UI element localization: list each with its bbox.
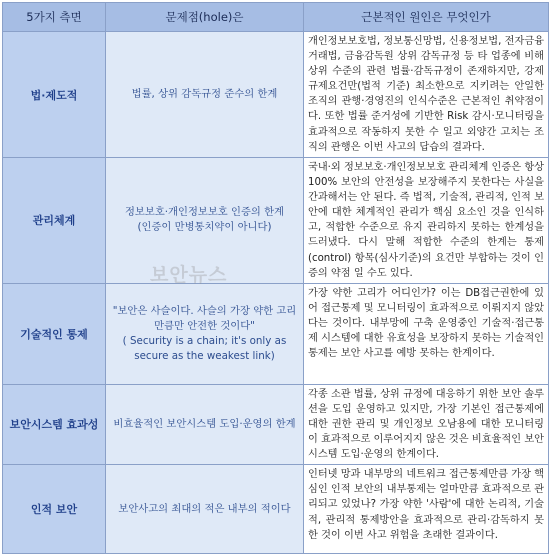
header-cause: 근본적인 원인은 무엇인가 [304,3,549,32]
problem-cell [106,158,304,284]
aspect-cell: 기술적인 통제 [3,283,106,384]
table-row [3,158,549,284]
problem-cell [106,283,304,384]
problem-text: 법률, 상위 감독규정 준수의 한계 [131,88,278,101]
aspect-cell: 인적 보안 [3,465,106,554]
aspect-cell: 보안시스템 효과성 [3,384,106,464]
cause-cell: 개인정보보호법, 정보통신망법, 신용정보법, 전자금융거래법, 금융감독원 상위 감독규정 등 타 업종에 비해 상위 수준의 관련 법률·감독규정이 존재하지만, 강제 규제요건만(법적 기준) 최소한으로 지키려는 안일한 조직의 관행·경영진의 인식수준은 근본적인 취약점이다. 또한 법률 준거성에 기반한 Risk 감시·모니터링을 효과적으로 작동하지 못한 수 일고 외양간 고치는 조직의 관행은 이번 사고의 답습의 결과다. [304,32,549,158]
table-row [3,32,549,158]
header-aspect: 5가지 측면 [3,3,106,32]
problem-text: 보안사고의 최대의 적은 내부의 적이다 [118,502,291,515]
aspect-cell: 관리체계 [3,158,106,284]
table-row [3,465,549,554]
cause-cell: 각종 소관 법률, 상위 규정에 대응하기 위한 보안 솔루션을 도입 운영하고 있지만, 가장 기본인 접근통제에 대한 권한 관리 및 개인정보 오남용에 대한 모니터링이 효과적으로 이루어지지 않은 것은 비효율적인 보안시스템 도입·운영의 한계이다. [304,384,549,464]
cause-cell: 가장 약한 고리가 어디인가? 이는 DB접근권한에 있어 접근통제 및 모니터링이 효과적으로 이뤄지지 않았다는 것이다. 내부망에 구축 운영중인 기술적·접근통제 시스템에 대한 유효성을 보장하지 못하는 기술적인 통제는 보안 사고를 예방 못하는 한계이다. [304,283,549,384]
problem-cell [106,32,304,158]
problem-text: 비효율적인 보안시스템 도입·운영의 한계 [113,418,296,431]
problem-text: 정보보호·개인정보보호 인증의 한계 [124,206,285,219]
problem-text: "보안은 사슬이다. 사슬의 가장 약한 고리만큼만 안전한 것이다" [112,304,297,332]
aspect-cell: 법·제도적 [3,32,106,158]
problem-cell [106,465,304,554]
table-row [3,384,549,464]
header-row [3,3,549,32]
problem-cell [106,384,304,464]
security-analysis-table [2,2,549,554]
problem-subtext: ( Security is a chain; it's only as secure as the weakest link) [122,334,287,362]
cause-cell: 국내·외 정보보호·개인정보보호 관리체계 인증은 항상 100% 보안의 안전성을 보장해주지 못한다는 사실을 간과해서는 안 된다. 즉 법적, 기술적, 관리적, 인적 보안에 대한 체계적인 관리가 핵심 요소인 것을 인식하고, 적합한 수준으로 유지 관리하지 못하는 한계성을 드러냈다. 다시 말해 적합한 수준의 한계는 통제(control) 항목(심사기준)의 요건만 부합하는 것이 인증의 약점 일 수도 있다. [304,158,549,284]
problem-subtext: (인증이 만병통치약이 아니다) [137,221,272,234]
watermark-logo: 보안뉴스 [150,264,228,286]
cause-cell: 인터넷 망과 내부망의 네트워크 접근통제만큼 가장 핵심인 인적 보안의 내부통제는 얼마만큼 효과적으로 관리되고 있었나? 가장 약한 '사람'에 대한 논리적, 기술적, 관리적 통제방안을 효과적으로 관리·감독하지 못한 것이 이번 사고 위험을 초래한 결과이다. [304,465,549,554]
header-problem: 문제점(hole)은 [106,3,304,32]
table-row [3,283,549,384]
